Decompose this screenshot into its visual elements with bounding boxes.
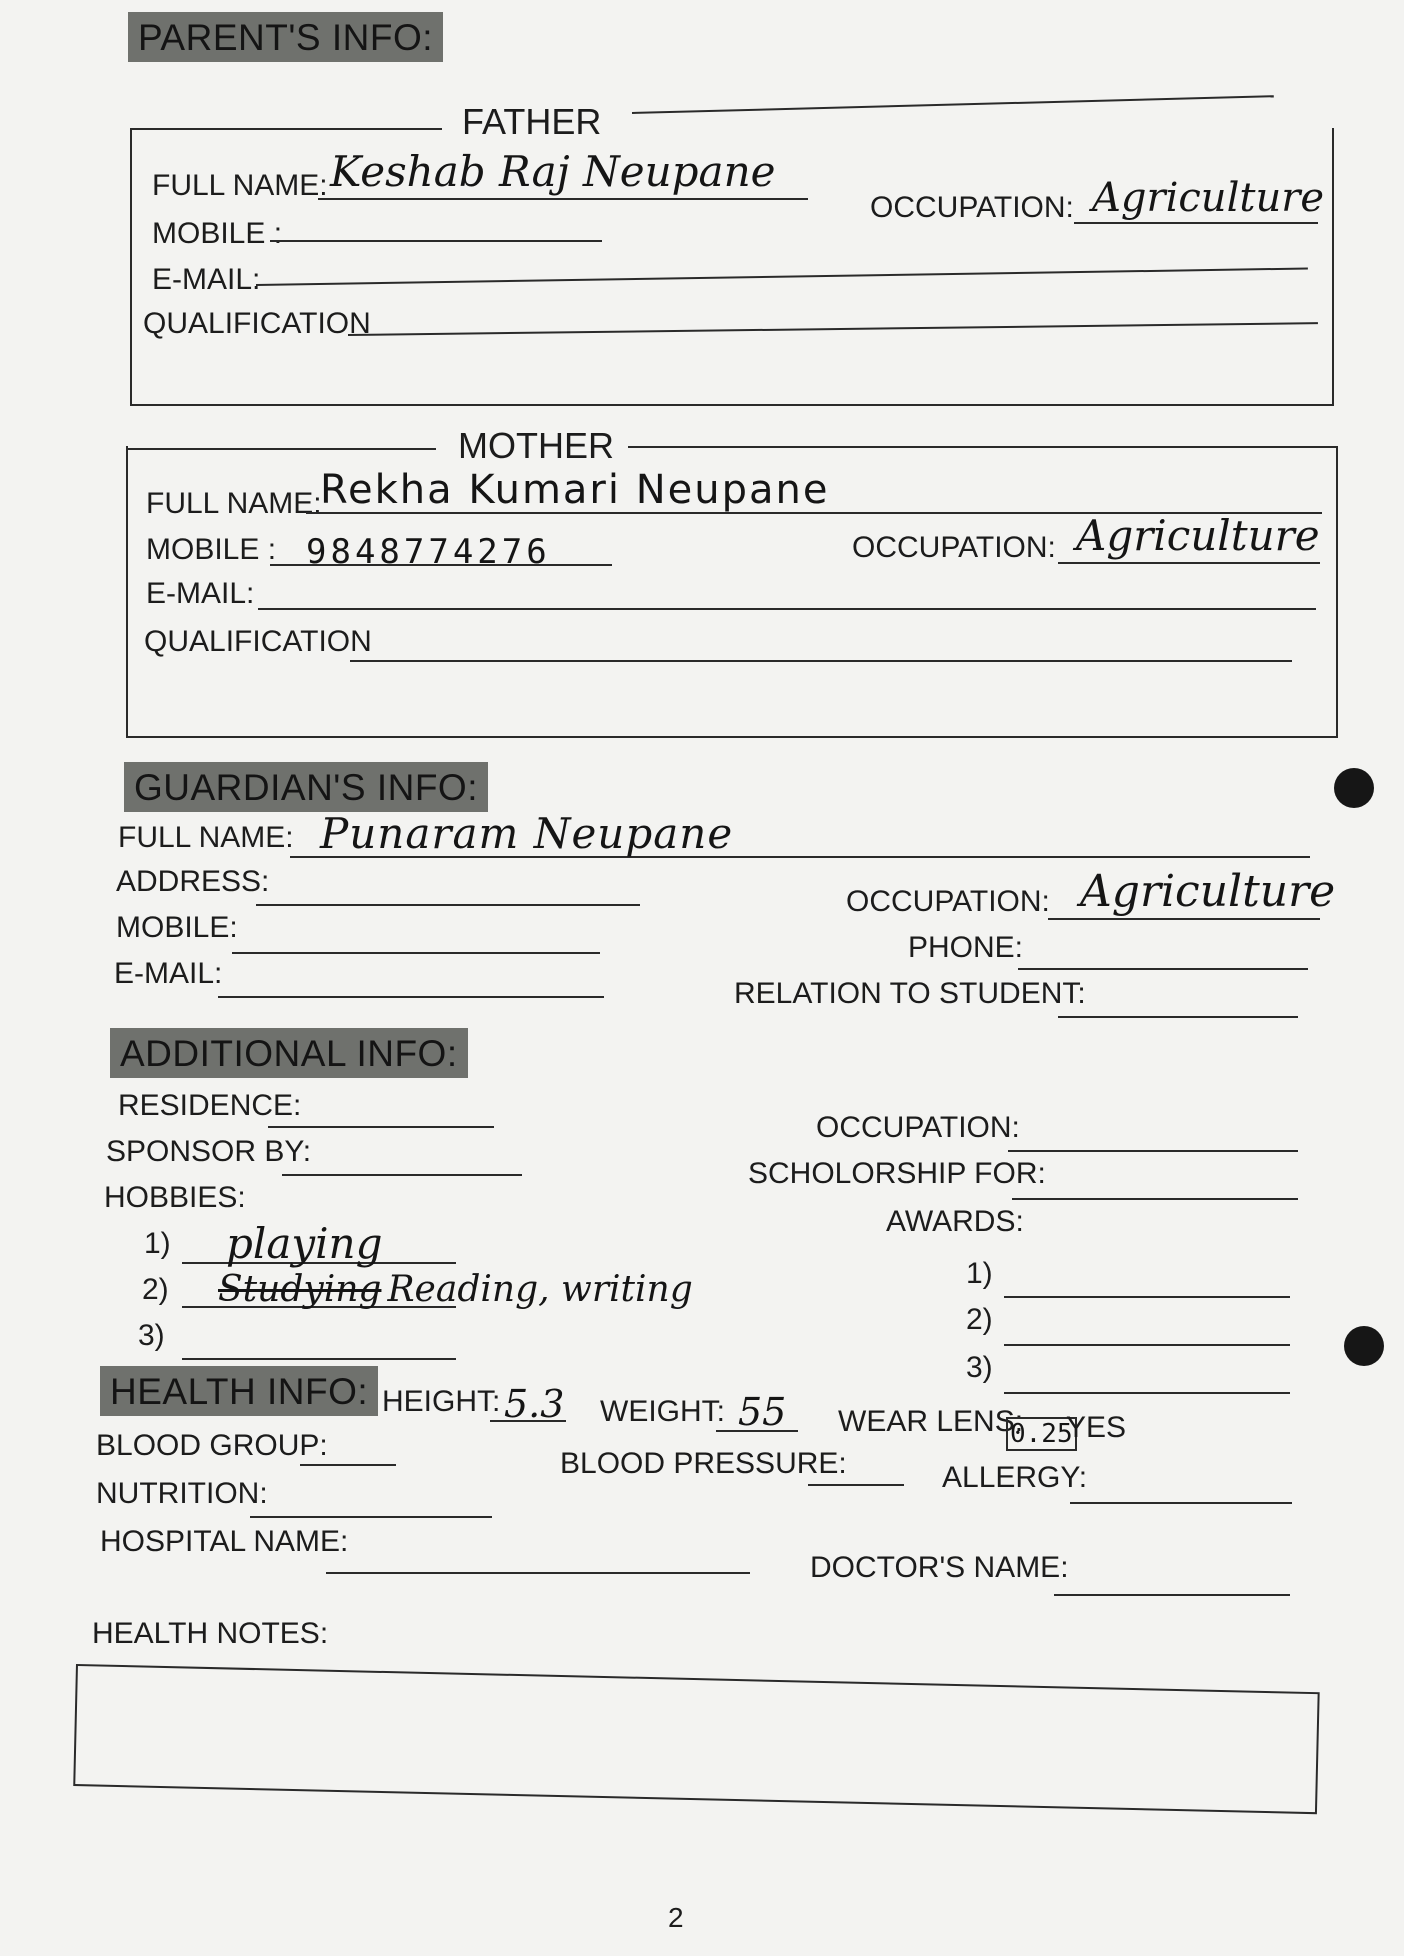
mother-full-name-label: FULL NAME: <box>146 487 322 520</box>
guardian-mobile-line[interactable] <box>232 952 600 954</box>
health-notes-label: HEALTH NOTES: <box>92 1617 329 1650</box>
mother-occupation-label: OCCUPATION: <box>852 531 1056 564</box>
allergy-line[interactable] <box>1070 1502 1292 1504</box>
hobby-3-line[interactable] <box>182 1358 456 1360</box>
father-occupation-label: OCCUPATION: <box>870 191 1074 224</box>
nutrition-line[interactable] <box>250 1516 492 1518</box>
award-1-line[interactable] <box>1004 1296 1290 1298</box>
hobby-number-3: 3) <box>138 1319 165 1352</box>
father-mobile-line[interactable] <box>270 240 602 242</box>
guardian-relation-line[interactable] <box>1058 1016 1298 1018</box>
guardian-address-label: ADDRESS: <box>116 865 270 898</box>
hospital-name-line[interactable] <box>326 1572 750 1574</box>
father-mobile-label: MOBILE : <box>152 217 283 250</box>
father-full-name-value[interactable]: Keshab Raj Neupane <box>330 147 776 196</box>
mother-full-name-value[interactable]: Rekha Kumari Neupane <box>320 467 830 513</box>
page-number: 2 <box>668 1902 684 1933</box>
father-title: FATHER <box>462 101 602 142</box>
additional-info-header: ADDITIONAL INFO: <box>110 1028 468 1078</box>
doctor-name-label: DOCTOR'S NAME: <box>810 1551 1069 1584</box>
weight-label: WEIGHT: <box>600 1395 725 1428</box>
mother-mobile-value[interactable]: 9848774276 <box>306 532 551 572</box>
hobbies-label: HOBBIES: <box>104 1181 246 1214</box>
allergy-label: ALLERGY: <box>942 1461 1088 1494</box>
father-occupation-value[interactable]: Agriculture <box>1092 175 1324 221</box>
award-2-line[interactable] <box>1004 1344 1290 1346</box>
guardian-phone-line[interactable] <box>1018 968 1308 970</box>
residence-line[interactable] <box>268 1126 494 1128</box>
father-email-label: E-MAIL: <box>152 263 261 296</box>
guardian-phone-label: PHONE: <box>908 931 1024 964</box>
mother-qualification-label: QUALIFICATION <box>144 625 372 658</box>
guardian-info-header: GUARDIAN'S INFO: <box>124 762 488 812</box>
hobby-number-1: 1) <box>144 1227 171 1260</box>
guardian-email-line[interactable] <box>218 996 604 998</box>
award-3-line[interactable] <box>1004 1392 1290 1394</box>
mother-email-line[interactable] <box>258 608 1316 610</box>
doctor-name-line[interactable] <box>1054 1594 1290 1596</box>
health-info-header: HEALTH INFO: <box>100 1366 378 1416</box>
mother-email-label: E-MAIL: <box>146 577 255 610</box>
residence-label: RESIDENCE: <box>118 1089 302 1122</box>
additional-occupation-label: OCCUPATION: <box>816 1111 1020 1144</box>
mother-qualification-line[interactable] <box>350 660 1292 662</box>
scholarship-line[interactable] <box>1012 1198 1298 1200</box>
guardian-address-line[interactable] <box>256 904 640 906</box>
hobby-1-value[interactable]: playing <box>226 1219 383 1268</box>
guardian-full-name-value[interactable]: Punaram Neupane <box>320 809 734 858</box>
guardian-occupation-label: OCCUPATION: <box>846 885 1050 918</box>
scholarship-label: SCHOLORSHIP FOR: <box>748 1157 1046 1190</box>
blood-pressure-line[interactable] <box>808 1484 904 1486</box>
blood-pressure-label: BLOOD PRESSURE: <box>560 1447 847 1480</box>
sponsor-line[interactable] <box>282 1174 522 1176</box>
hobby-2-value: Reading, writing <box>387 1269 693 1310</box>
wear-lens-label: WEAR LENS: <box>838 1405 1024 1438</box>
guardian-occupation-value[interactable]: Agriculture <box>1080 866 1336 917</box>
nutrition-label: NUTRITION: <box>96 1477 268 1510</box>
punch-hole-top <box>1334 768 1374 808</box>
mother-mobile-label: MOBILE : <box>146 533 277 566</box>
award-number-1: 1) <box>966 1257 993 1290</box>
wear-lens-value[interactable]: 0.25 <box>1006 1404 1077 1458</box>
guardian-mobile-label: MOBILE: <box>116 911 238 944</box>
parents-info-header: PARENT'S INFO: <box>128 12 443 62</box>
blood-group-label: BLOOD GROUP: <box>96 1429 328 1462</box>
guardian-email-label: E-MAIL: <box>114 957 223 990</box>
punch-hole-bottom <box>1344 1326 1384 1366</box>
weight-value[interactable]: 55 <box>738 1390 787 1434</box>
height-value[interactable]: 5.3 <box>504 1382 565 1426</box>
additional-occupation-line[interactable] <box>1008 1150 1298 1152</box>
guardian-full-name-label: FULL NAME: <box>118 821 294 854</box>
father-qualification-label: QUALIFICATION <box>143 307 371 340</box>
height-label: HEIGHT: <box>382 1385 501 1418</box>
mother-title: MOTHER <box>458 425 614 466</box>
guardian-relation-label: RELATION TO STUDENT: <box>734 977 1086 1010</box>
hobby-number-2: 2) <box>142 1273 169 1306</box>
award-number-3: 3) <box>966 1351 993 1384</box>
hobby-2-value-row[interactable] <box>218 1266 693 1314</box>
health-notes-box[interactable] <box>73 1664 1319 1814</box>
sponsor-label: SPONSOR BY: <box>106 1135 312 1168</box>
award-number-2: 2) <box>966 1303 993 1336</box>
mother-occupation-value[interactable]: Agriculture <box>1076 511 1320 560</box>
awards-label: AWARDS: <box>886 1205 1024 1238</box>
hobby-2-struck-value: Studying <box>218 1269 382 1310</box>
blood-group-line[interactable] <box>300 1464 396 1466</box>
father-full-name-label: FULL NAME: <box>152 169 328 202</box>
hospital-name-label: HOSPITAL NAME: <box>100 1525 349 1558</box>
wear-lens-yes: YES <box>1066 1411 1127 1444</box>
